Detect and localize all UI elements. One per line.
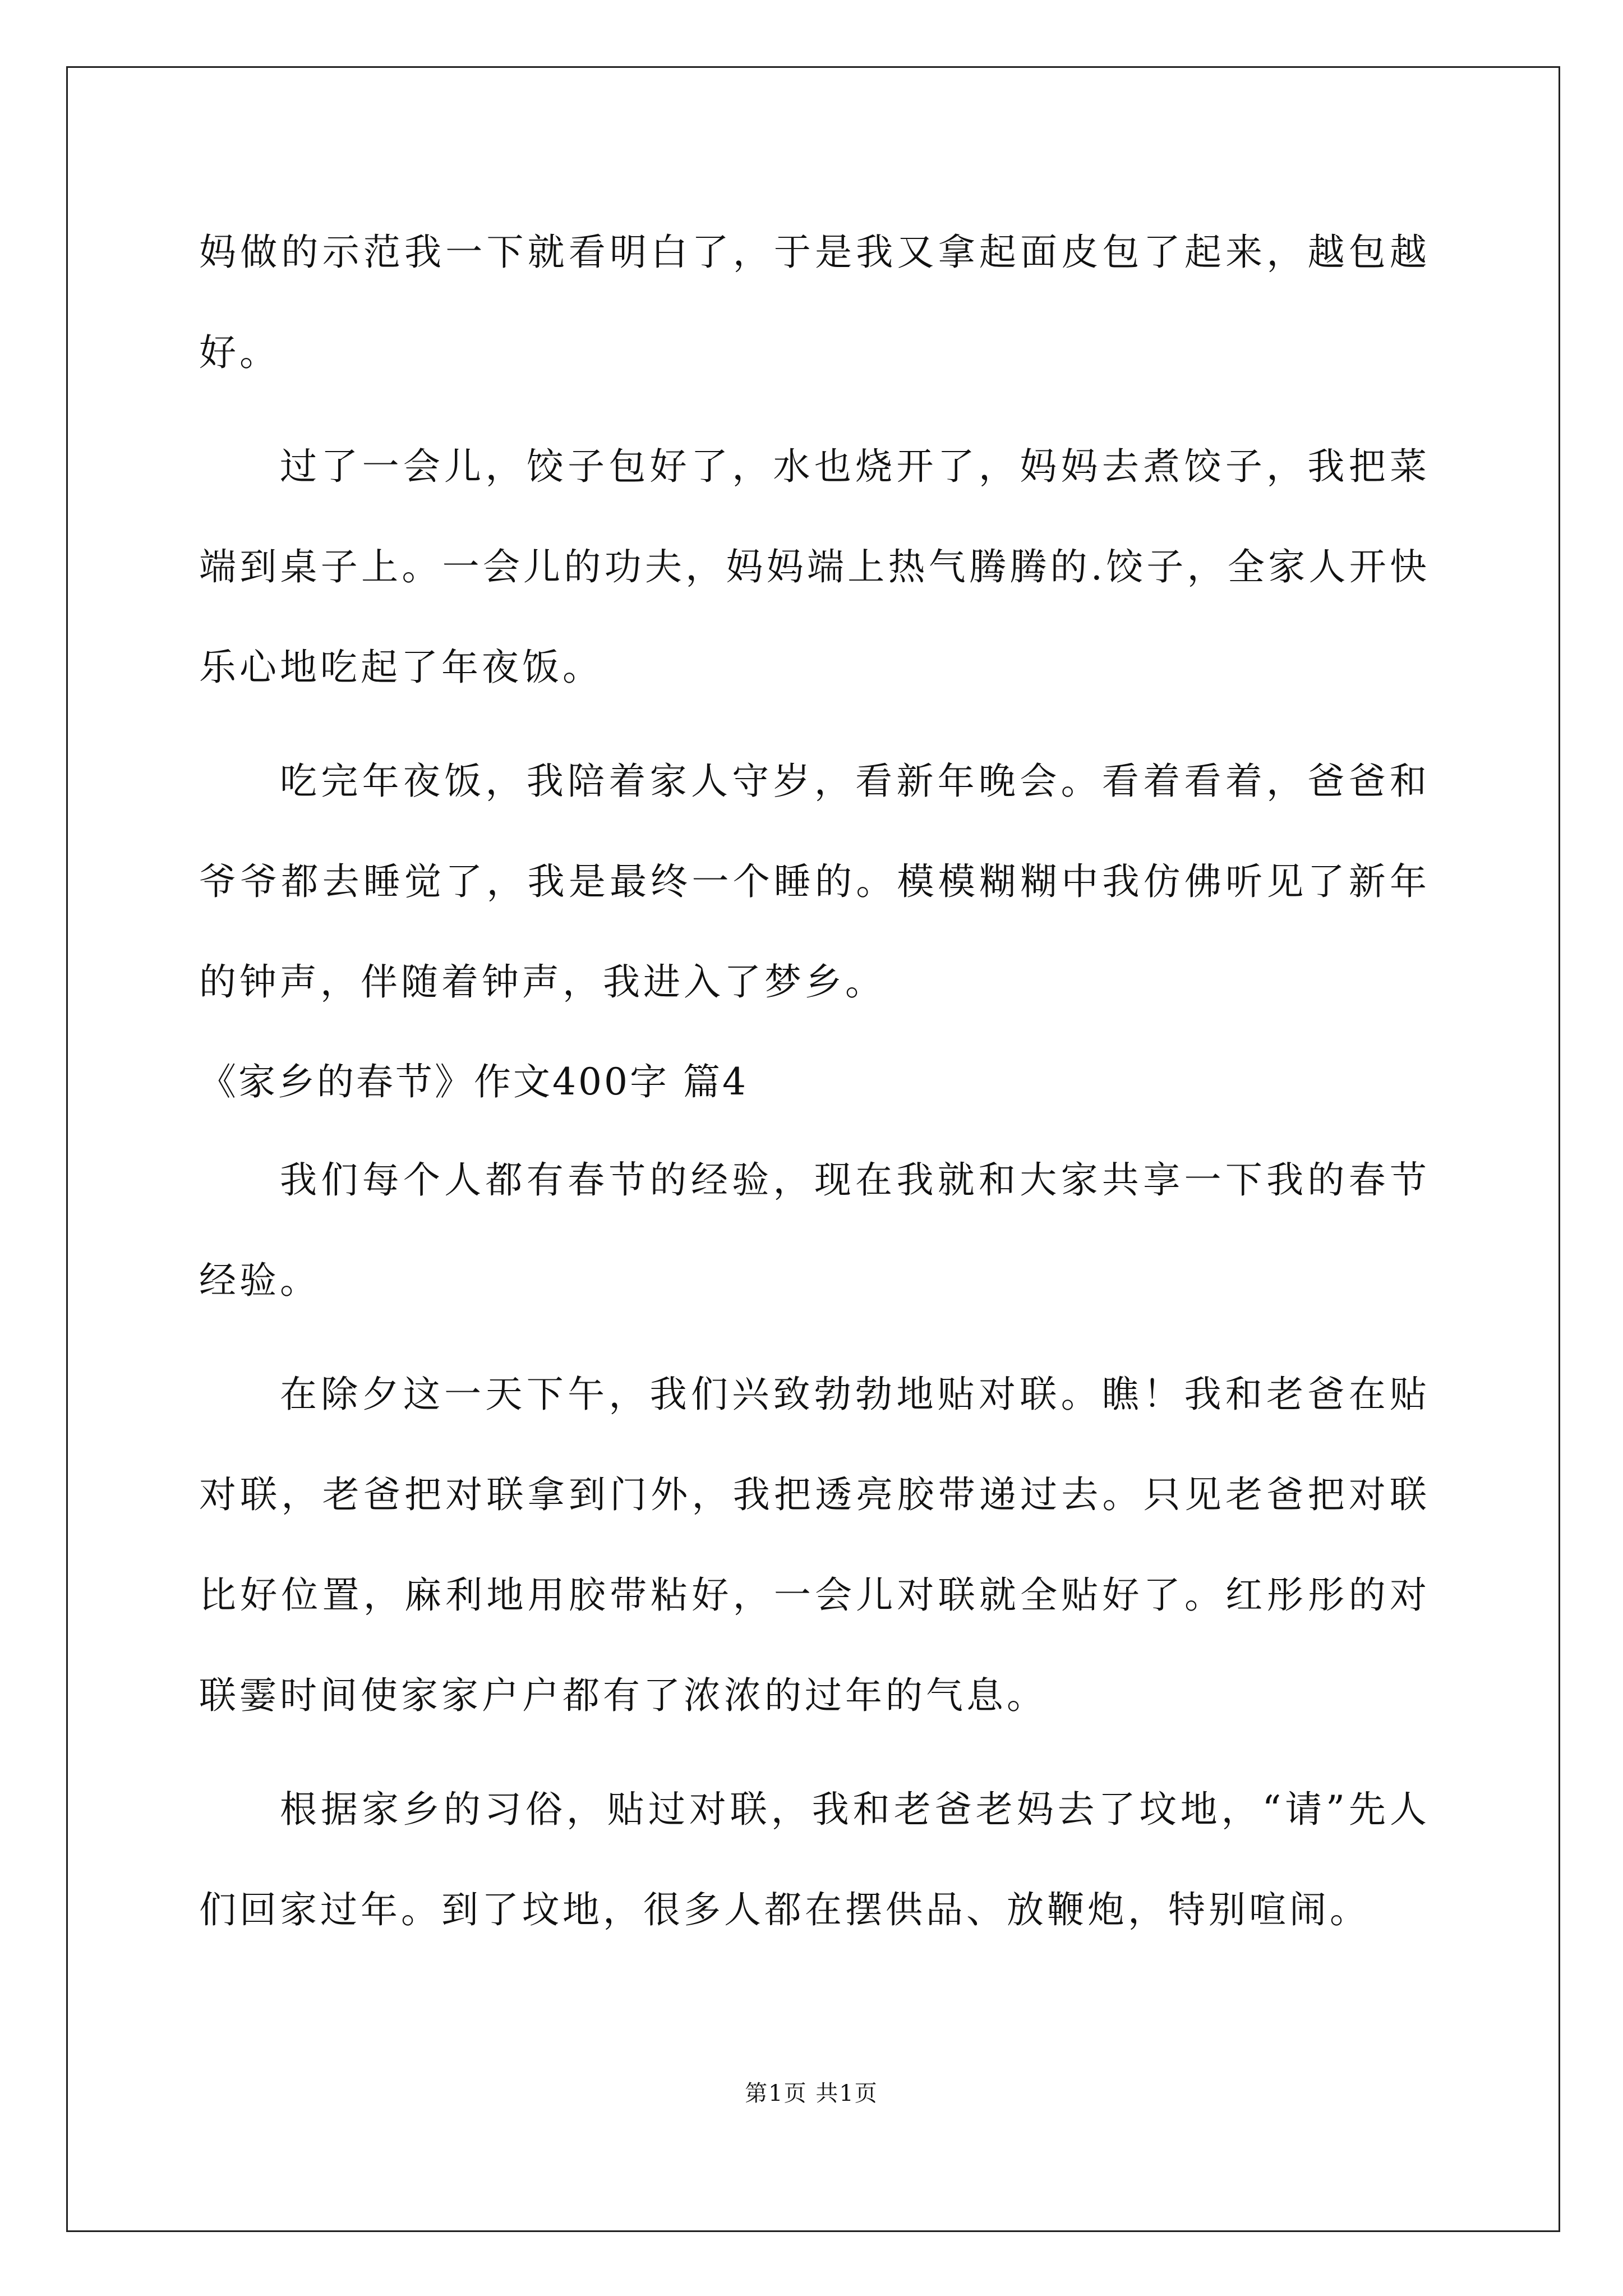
page-number-footer: 第1页 共1页	[745, 2081, 878, 2106]
paragraph: 我们每个人都有春节的经验，现在我就和大家共享一下我的春节经验。	[199, 1158, 1430, 1302]
paragraph: 在除夕这一天下午，我们兴致勃勃地贴对联。瞧！我和老爸在贴对联，老爸把对联拿到门外，我把透亮胶带递过去。只见老爸把对联比好位置，麻利地用胶带粘好，一会儿对联就全贴好了。红彤彤的对联霎时间使家家户户都有了浓浓的过年的气息。	[199, 1373, 1430, 1717]
paragraph: 吃完年夜饭，我陪着家人守岁，看新年晚会。看着看着，爸爸和爷爷都去睡觉了，我是最终一个睡的。模模糊糊中我仿佛听见了新年的钟声，伴随着钟声，我进入了梦乡。	[199, 760, 1430, 1004]
section-heading: 《家乡的春节》作文400字 篇4	[199, 1060, 748, 1103]
paragraph: 根据家乡的习俗，贴过对联，我和老爸老妈去了坟地，“请”先人们回家过年。到了坟地，很多人都在摆供品、放鞭炮，特别喧闹。	[199, 1788, 1430, 1931]
paragraph: 过了一会儿，饺子包好了，水也烧开了，妈妈去煮饺子，我把菜端到桌子上。一会儿的功夫，妈妈端上热气腾腾的.饺子，全家人开快乐心地吃起了年夜饭。	[199, 445, 1430, 689]
paragraph: 妈做的示范我一下就看明白了，于是我又拿起面皮包了起来，越包越好。	[199, 231, 1430, 374]
document-body	[199, 202, 1430, 1973]
